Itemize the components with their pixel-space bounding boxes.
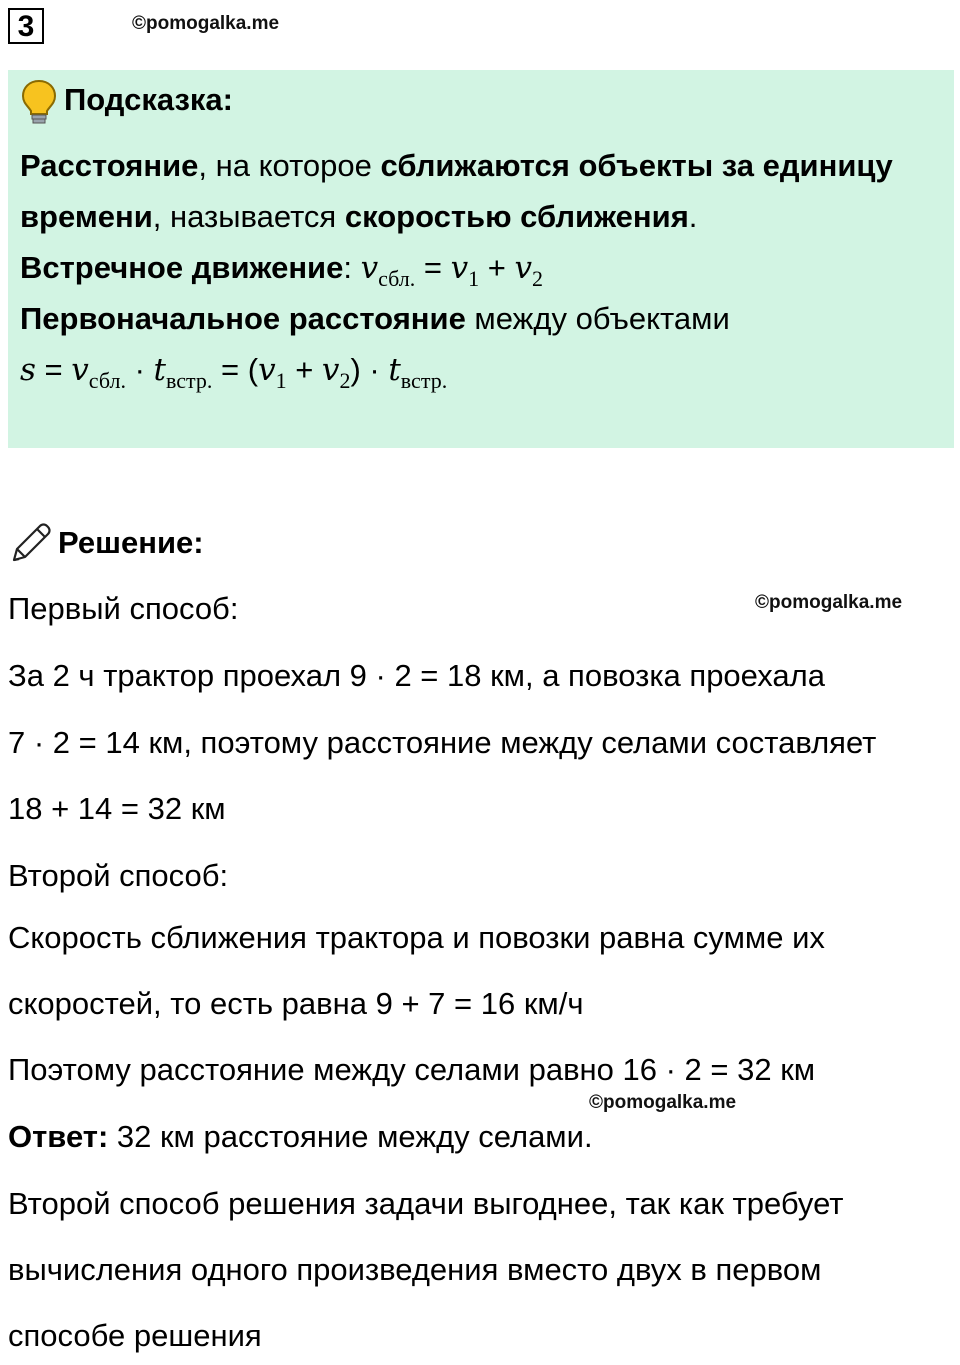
watermark: ©pomogalka.me <box>132 13 280 34</box>
solution-line: Поэтому расстояние между селами равно 16 · 2 = 32 км <box>8 1052 816 1087</box>
conclusion-line: способе решения <box>8 1318 262 1353</box>
watermark: ©pomogalka.me <box>589 1092 737 1113</box>
solution-line: 18 + 14 = 32 км <box>8 791 226 826</box>
hint-title: Подсказка: <box>64 82 233 117</box>
hint-line-3: Встречное движение: $v_{сбл.} = v_1 + v_2$ <box>20 250 543 291</box>
hint-line-1: Расстояние, на которое сближаются объекты за единицу <box>20 148 893 183</box>
hint-line-4: Первоначальное расстояние между объектами <box>20 301 730 336</box>
solution-title: Решение: <box>58 525 204 560</box>
hint-formula: $s = v_{сбл.} \cdot t_{встр.} = (v_1 + v_2) \cdot t_{встр.}$ <box>20 352 448 393</box>
solution-line: Второй способ: <box>8 858 229 893</box>
solution-line: Первый способ: <box>8 591 239 626</box>
solution-line: Скорость сближения трактора и повозки равна сумме их <box>8 920 825 955</box>
task-number: 3 <box>8 8 44 44</box>
answer-line: Ответ: 32 км расстояние между селами. <box>8 1119 593 1154</box>
solution-line: За 2 ч трактор проехал 9 · 2 = 18 км, а повозка проехала <box>8 658 825 693</box>
solution-line: 7 · 2 = 14 км, поэтому расстояние между селами составляет <box>8 725 877 760</box>
hint-box <box>8 70 954 448</box>
conclusion-line: вычисления одного произведения вместо двух в первом <box>8 1252 822 1287</box>
watermark: ©pomogalka.me <box>755 592 903 613</box>
hint-line-2: времени, называется скоростью сближения. <box>20 199 698 234</box>
lightbulb-icon <box>20 78 58 126</box>
conclusion-line: Второй способ решения задачи выгоднее, так как требует <box>8 1186 844 1221</box>
solution-line: скоростей, то есть равна 9 + 7 = 16 км/ч <box>8 986 584 1021</box>
pencil-icon <box>8 520 54 566</box>
